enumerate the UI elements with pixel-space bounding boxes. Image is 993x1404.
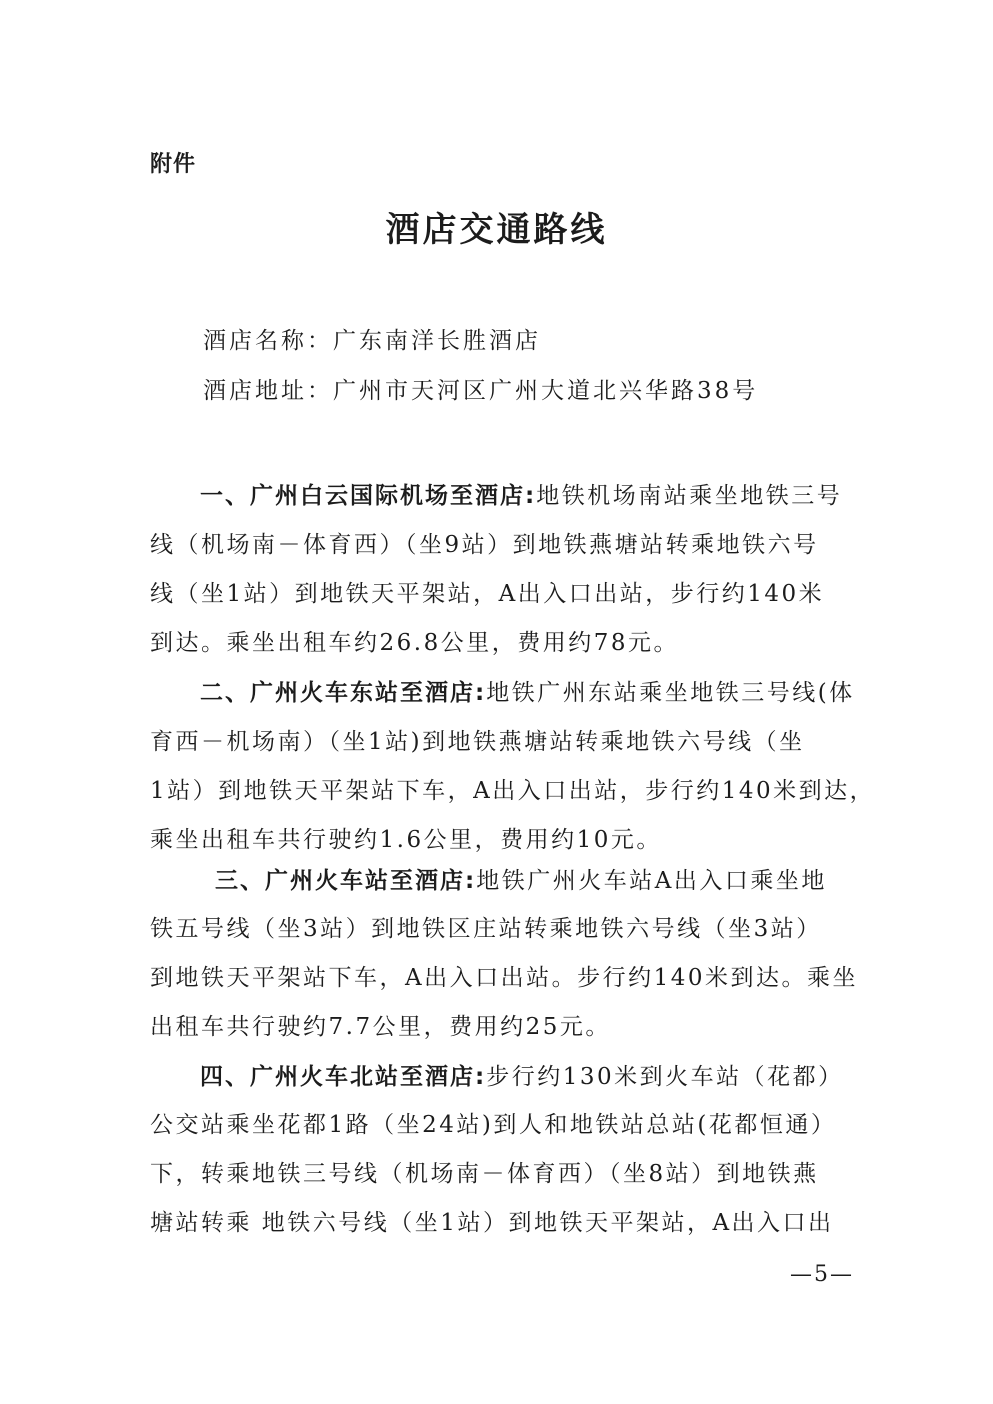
section-first-line [215,862,827,895]
section-heading: 四、广州火车北站至酒店: [200,1064,487,1090]
hotel-name: 酒店名称：广东南洋长胜酒店 [203,328,541,354]
section-line: 乘坐出租车共行驶约1.6公里，费用约10元。 [150,827,662,853]
section-line: 下，转乘地铁三号线（机场南－体育西）（坐8站）到地铁燕 [150,1161,819,1187]
section-first-line [200,477,842,510]
section-heading: 二、广州火车东站至酒店: [200,680,487,706]
section-line: 1站）到地铁天平架站下车，A出入口出站，步行约140米到达， [150,778,876,804]
section-text: 地铁机场南站乘坐地铁三号 [536,483,843,509]
section-line: 到地铁天平架站下车，A出入口出站。步行约140米到达。乘坐 [150,965,859,991]
section-line: 公交站乘坐花都1路（坐24站)到人和地铁站总站(花都恒通） [150,1112,837,1138]
section-first-line [200,674,855,707]
section-line: 到达。乘坐出租车约26.8公里，费用约78元。 [150,630,679,656]
hotel-address: 酒店地址：广州市天河区广州大道北兴华路38号 [203,378,759,404]
section-heading: 三、广州火车站至酒店: [215,868,477,894]
section-line: 出租车共行驶约7.7公里，费用约25元。 [150,1014,611,1040]
section-line: 塘站转乘 地铁六号线（坐1站）到地铁天平架站，A出入口出 [150,1210,834,1236]
section-text: 地铁广州火车站A出入口乘坐地 [476,868,827,894]
section-line: 线（坐1站）到地铁天平架站，A出入口出站，步行约140米 [150,581,825,607]
page-title: 酒店交通路线 [385,210,608,250]
page-number: —5— [790,1262,854,1287]
attachment-label: 附件 [150,152,197,177]
section-first-line [200,1058,844,1091]
section-heading: 一、广州白云国际机场至酒店: [200,483,537,509]
section-line: 线（机场南－体育西）（坐9站）到地铁燕塘站转乘地铁六号 [150,532,819,558]
section-text: 地铁广州东站乘坐地铁三号线(体 [486,680,855,706]
section-line: 育西－机场南）（坐1站)到地铁燕塘站转乘地铁六号线（坐 [150,729,805,755]
section-line: 铁五号线（坐3站）到地铁区庄站转乘地铁六号线（坐3站） [150,916,822,942]
section-text: 步行约130米到火车站（花都） [486,1064,844,1090]
